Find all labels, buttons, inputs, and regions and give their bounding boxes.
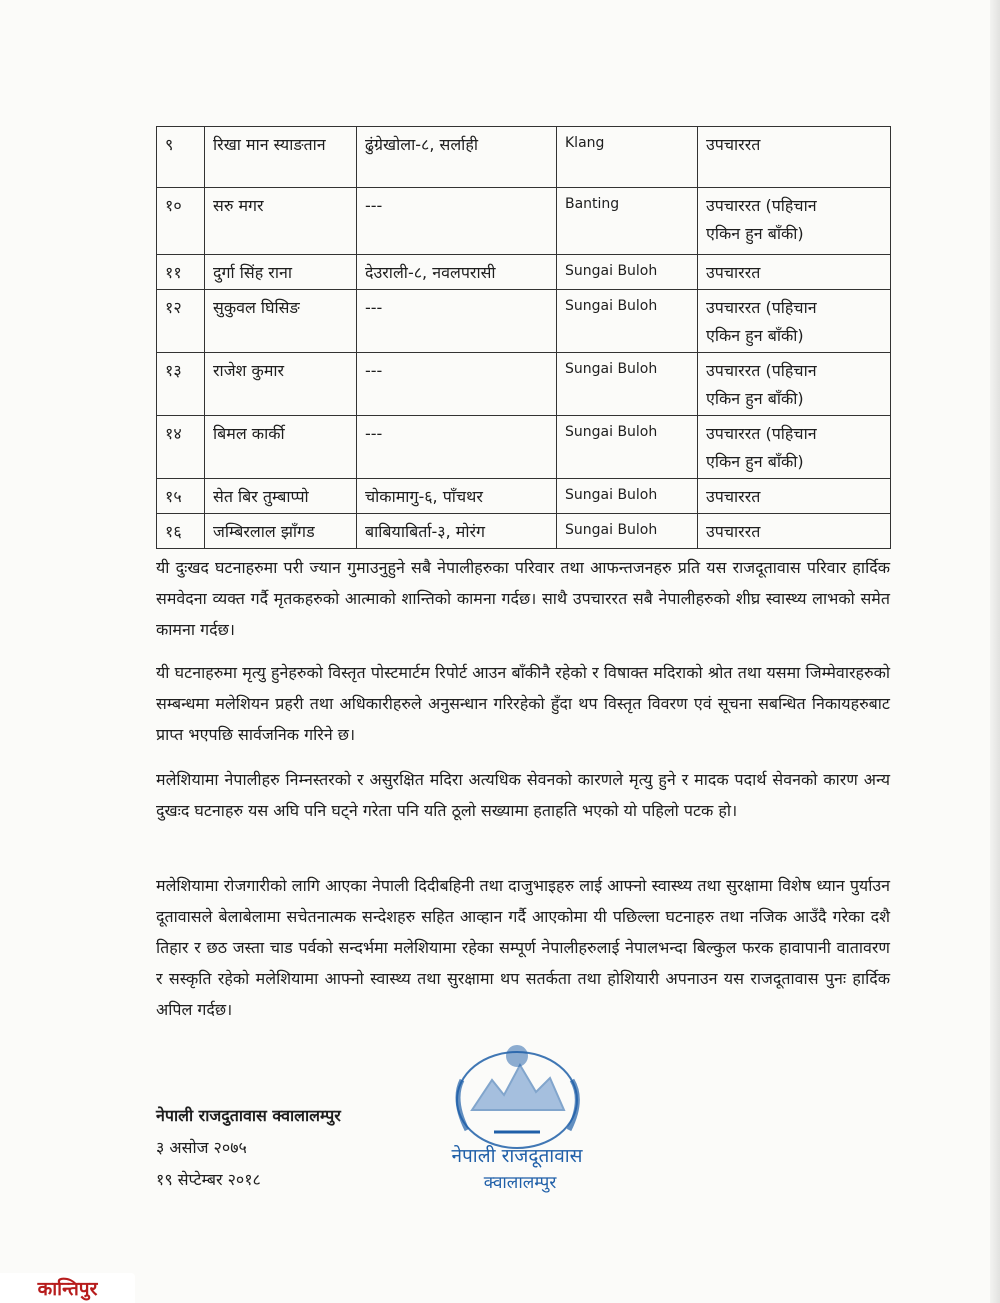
treatment-status <box>698 290 891 353</box>
row-number: १५ <box>157 479 205 514</box>
person-name: जम्बिरलाल झाँगड <box>205 514 357 549</box>
person-name: राजेश कुमार <box>205 353 357 416</box>
history-paragraph: मलेशियामा नेपालीहरु निम्नस्तरको र असुरक्षित मदिरा अत्यधिक सेवनको कारणले मृत्यु हुने र मादक पदार्थ सेवनको कारण अन्य दुखःद घटनाहरु यस अघि पनि घट्ने गरेता पनि यति ठूलो सख्यामा हताहति भएको यो पहिलो पटक हो। <box>156 770 890 820</box>
person-name: सुकुवल घिसिङ <box>205 290 357 353</box>
appeal-paragraph: मलेशियामा रोजगारीको लागि आएका नेपाली दिदीबहिनी तथा दाजुभाइहरु लाई आफ्नो स्वास्थ्य तथा सुरक्षामा विशेष ध्यान पुर्याउन दूतावासले बेलाबेलामा सचेतनात्मक सन्देशहरु सहित आव्हान गर्दै आएकोमा यी पछिल्ला घटनाहरु तथा नजिक आउँदै गरेका दशै तिहार र छठ जस्ता चाड पर्वको सन्दर्भमा मलेशियामा रहेका सम्पूर्ण नेपालीहरुलाई नेपालभन्दा बिल्कुल फरक हावापानी वातावरण र सस्कृति रहेको मलेशियामा आफ्नो स्वास्थ्य तथा सुरक्षामा थप सतर्कता तथा होशियारी अपनाउन यस राजदूतावास पुनः हार्दिक अपिल गर्दछ। <box>156 876 890 1019</box>
signature-block <box>156 1100 341 1196</box>
treatment-status <box>698 127 891 188</box>
seal-text-2: क्वालालम्पुर <box>483 1173 557 1193</box>
page-edge <box>990 0 1000 1303</box>
embassy-seal <box>432 1040 612 1200</box>
hospital-name: Sungai Buloh <box>557 255 698 290</box>
row-number: १३ <box>157 353 205 416</box>
row-number: १२ <box>157 290 205 353</box>
row-number: १० <box>157 188 205 255</box>
person-address: --- <box>357 353 557 416</box>
row-number: १६ <box>157 514 205 549</box>
table-row <box>157 514 891 549</box>
signature-office: नेपाली राजदुतावास क्वालालम्पुर <box>156 1106 341 1125</box>
table-row <box>157 353 891 416</box>
hospital-name: Klang <box>557 127 698 188</box>
status-line: उपचाररत <box>706 487 761 506</box>
status-line: एकिन हुन बाँकी) <box>706 224 804 243</box>
person-address: देउराली-८, नवलपरासी <box>357 255 557 290</box>
table-row <box>157 255 891 290</box>
hospital-name: Sungai Buloh <box>557 479 698 514</box>
status-line: उपचाररत (पहिचान <box>706 424 817 443</box>
hospital-name: Sungai Buloh <box>557 514 698 549</box>
treatment-status <box>698 416 891 479</box>
status-line: एकिन हुन बाँकी) <box>706 326 804 345</box>
hospital-name: Sungai Buloh <box>557 290 698 353</box>
seal-text-1: नेपाली राजदूतावास <box>451 1145 583 1167</box>
status-line: एकिन हुन बाँकी) <box>706 389 804 408</box>
treatment-status <box>698 479 891 514</box>
person-address: --- <box>357 188 557 255</box>
table-row <box>157 479 891 514</box>
treatment-status <box>698 255 891 290</box>
person-address: --- <box>357 416 557 479</box>
person-address: --- <box>357 290 557 353</box>
kantipur-logo: कान्तिपुर <box>0 1273 135 1303</box>
status-line: उपचाररत (पहिचान <box>706 361 817 380</box>
row-number: ९ <box>157 127 205 188</box>
person-name: सरु मगर <box>205 188 357 255</box>
treatment-status <box>698 514 891 549</box>
treatment-status <box>698 353 891 416</box>
table-row <box>157 290 891 353</box>
row-number: ११ <box>157 255 205 290</box>
status-line: उपचाररत <box>706 135 761 154</box>
hospital-name: Sungai Buloh <box>557 416 698 479</box>
table-row <box>157 188 891 255</box>
status-line: उपचाररत (पहिचान <box>706 298 817 317</box>
status-line: एकिन हुन बाँकी) <box>706 452 804 471</box>
person-name: दुर्गा सिंह राना <box>205 255 357 290</box>
status-line: उपचाररत <box>706 263 761 282</box>
table-row <box>157 127 891 188</box>
hospital-name: Banting <box>557 188 698 255</box>
person-address: बाबियाबिर्ता-३, मोरंग <box>357 514 557 549</box>
condolence-paragraph: यी दुःखद घटनाहरुमा परी ज्यान गुमाउनुहुने सबै नेपालीहरुका परिवार तथा आफन्तजनहरु प्रति यस राजदूतावास परिवार हार्दिक समवेदना व्यक्त गर्दै मृतकहरुको आत्माको शान्तिको कामना गर्दछ। साथै उपचाररत सबै नेपालीहरुको शीघ्र स्वास्थ्य लाभको समेत कामना गर्दछ। <box>156 558 890 639</box>
signature-date-ad: १९ सेप्टेम्बर २०१८ <box>156 1170 261 1189</box>
victims-table <box>156 126 891 549</box>
person-name: सेत बिर तुम्बाप्पो <box>205 479 357 514</box>
table-row <box>157 416 891 479</box>
person-name: बिमल कार्की <box>205 416 357 479</box>
person-address: चोकामागु-६, पाँचथर <box>357 479 557 514</box>
hospital-name: Sungai Buloh <box>557 353 698 416</box>
status-line: उपचाररत <box>706 522 761 541</box>
investigation-paragraph: यी घटनाहरुमा मृत्यु हुनेहरुको विस्तृत पोस्टमार्टम रिपोर्ट आउन बाँकीनै रहेको र विषाक्त मदिराको श्रोत तथा यसमा जिम्मेवारहरुको सम्बन्धमा मलेशियन प्रहरी तथा अधिकारीहरुले अनुसन्धान गरिरहेको हुँदा थप विस्तृत विवरण एवं सूचना सबन्धित निकायहरुबाट प्राप्त भएपछि सार्वजनिक गरिने छ। <box>156 663 890 744</box>
signature-date-bs: ३ असोज २०७५ <box>156 1138 247 1157</box>
person-name: रिखा मान स्याङतान <box>205 127 357 188</box>
status-line: उपचाररत (पहिचान <box>706 196 817 215</box>
treatment-status <box>698 188 891 255</box>
row-number: १४ <box>157 416 205 479</box>
person-address: ढुंग्रेखोला-८, सर्लाही <box>357 127 557 188</box>
